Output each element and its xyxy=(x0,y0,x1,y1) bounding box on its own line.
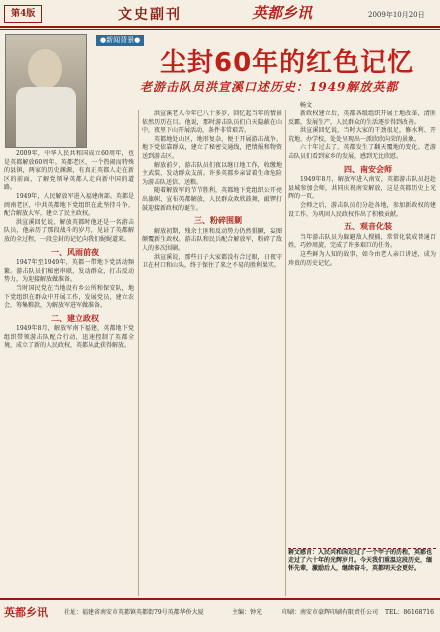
footer-printer: 印刷：南安市豪辉印刷有限责任公司 xyxy=(282,609,379,616)
column-2 xyxy=(142,110,282,596)
article-author: 畅文 xyxy=(300,102,313,109)
issue-date: 2009年10月20日 xyxy=(368,11,425,19)
paragraph: 1949年，人民解放军进入福建南部。英都是闽南老区，中共英都地下党组织在此坚持斗争，配合解放大军，建立了民主政权。 xyxy=(4,192,134,218)
column-3 xyxy=(288,110,436,596)
paragraph: 洪宣溪回忆说，解放英都时他还是一名游击队员，他亲历了那段战斗的岁月，见证了英都解放的全过程，一段尘封的记忆向我们娓娓道来。 xyxy=(4,218,134,243)
paragraph: 1949年8月，解放军进入南安，英都游击队员赶赴县城参加会师，共同庆祝南安解放，这是英都历史上光辉的一页。 xyxy=(288,176,436,201)
paragraph: 英都地处山区，地形复杂，便于开展游击战争。地下党依靠群众，建立了秘密交通线，把情报和物资送到游击区。 xyxy=(142,135,282,160)
paragraph: 洪宣溪回忆说，当时大家的干劲很足，修水利、开荒地、办学校，处处呈现出一派欣欣向荣的景象。 xyxy=(288,127,436,143)
section-heading: 三、粉碎围剿 xyxy=(194,215,242,226)
photo-caption: 2009年，中华人民共和国成立60周年，也是英都解放60周年。英都老区，一个热闹而特殊的县镇，两家的历史渊源，有真正英都人走在新区的前面，了解党领导英都人走向新中国的道路。 xyxy=(4,150,134,192)
paragraph: 1949年8月，解放军南下福建，英都地下党组织带领游击队配合行动，迅速控制了英都全境，成立了新的人民政权，英都从此获得解放。 xyxy=(4,325,134,350)
news-background-tag: ●新闻背景● xyxy=(96,35,144,46)
paragraph: 解放初期，残余土匪和反动势力仍然猖獗，妄图颠覆新生政权。游击队和民兵配合解放军，粉碎了敌人的多次围剿。 xyxy=(142,227,282,252)
portrait-photo xyxy=(5,34,87,148)
paragraph: 这些鲜为人知的故事，如今由老人亲口讲述，成为珍贵的历史记忆。 xyxy=(288,250,436,267)
paragraph: 六十年过去了，英都发生了翻天覆地的变化。老游击队员们看到家乡的发展，感到无比欣慰。 xyxy=(288,144,436,160)
column-1 xyxy=(4,150,134,595)
paragraph: 随着解放军的节节胜利，英都地下党组织公开亮出旗帜，宣布英都解放，人民群众欢欣鼓舞，敲锣打鼓迎接新政权的诞生。 xyxy=(142,187,282,212)
section-heading: 四、南安会师 xyxy=(344,163,392,174)
paragraph: 当时国民党在当地设有乡公所和保安队，地下党组织在群众中开展工作，发展党员，建立农会，筹集粮款，为解放军进军做准备。 xyxy=(4,284,134,310)
paragraph: 洪宣溪老人今年已八十多岁，回忆起当年的情景依然历历在目。他说，那时游击队员们白天隐蔽在山中，夜里下山开展活动，条件非常艰苦。 xyxy=(142,110,282,135)
section-title: 文史副刊 xyxy=(118,7,182,23)
column-divider xyxy=(138,110,139,596)
section-heading: 二、建立政权 xyxy=(51,312,99,323)
section-heading: 五、观音化装 xyxy=(344,221,392,232)
paragraph: 会师之后，游击队员们分赴各地，参加新政权的建设工作，为巩固人民政权作出了积极贡献。 xyxy=(288,201,436,218)
editor-note: 耕文感言：人民共和国走过了一个甲子的历程，英都也走过了六十年的光辉岁月。今天我们重温这段历史，缅怀先辈，激励后人，继续奋斗，英都明天会更好。 xyxy=(288,548,436,597)
footer-rule xyxy=(0,598,440,600)
page-number: 第4版 xyxy=(4,5,42,23)
header-rule-thin xyxy=(0,29,440,30)
paragraph: 洪宣溪说，那些日子大家都没有合过眼，日夜守卫在村口和山头，终于保住了来之不易的胜利果实。 xyxy=(142,253,282,270)
column-divider xyxy=(285,110,286,596)
footer-editor: 主编：钟光 xyxy=(232,609,263,616)
portrait-face xyxy=(28,49,62,89)
header-rule xyxy=(0,26,440,28)
paragraph: 当年游击队员为躲避敌人搜捕，常常化装成普通百姓，巧妙周旋，完成了许多艰巨的任务。 xyxy=(288,233,436,250)
article-title: 尘封60年的红色记忆 xyxy=(160,48,415,78)
paragraph: 新政权建立后，英都各级组织开展土地改革，清匪反霸，发展生产，人民群众的生活逐步得到改善。 xyxy=(288,110,436,126)
footer-tel: TEL：86168716 xyxy=(385,609,434,616)
paragraph: 解放前夕，游击队员们夜以继日地工作，收缴地主武装，发动群众支前。许多英都乡亲冒着生命危险为游击队送信、送粮。 xyxy=(142,161,282,186)
portrait-body xyxy=(16,87,76,147)
article-subtitle: 老游击队员洪宣溪口述历史：1949解放英都 xyxy=(140,80,399,94)
paragraph: 1947年至1949年，英都一带地下党活动频繁。游击队员们秘密串联，发动群众，打击反动势力，为迎接解放做准备。 xyxy=(4,259,134,284)
newspaper-brand: 英都乡讯 xyxy=(252,4,313,22)
footer-brand: 英都乡讯 xyxy=(4,606,48,619)
footer-address: 社址：福建省南安市英都镇英都街79号英都华侨大厦 xyxy=(64,609,204,616)
section-heading: 一、风雨前夜 xyxy=(51,246,99,257)
